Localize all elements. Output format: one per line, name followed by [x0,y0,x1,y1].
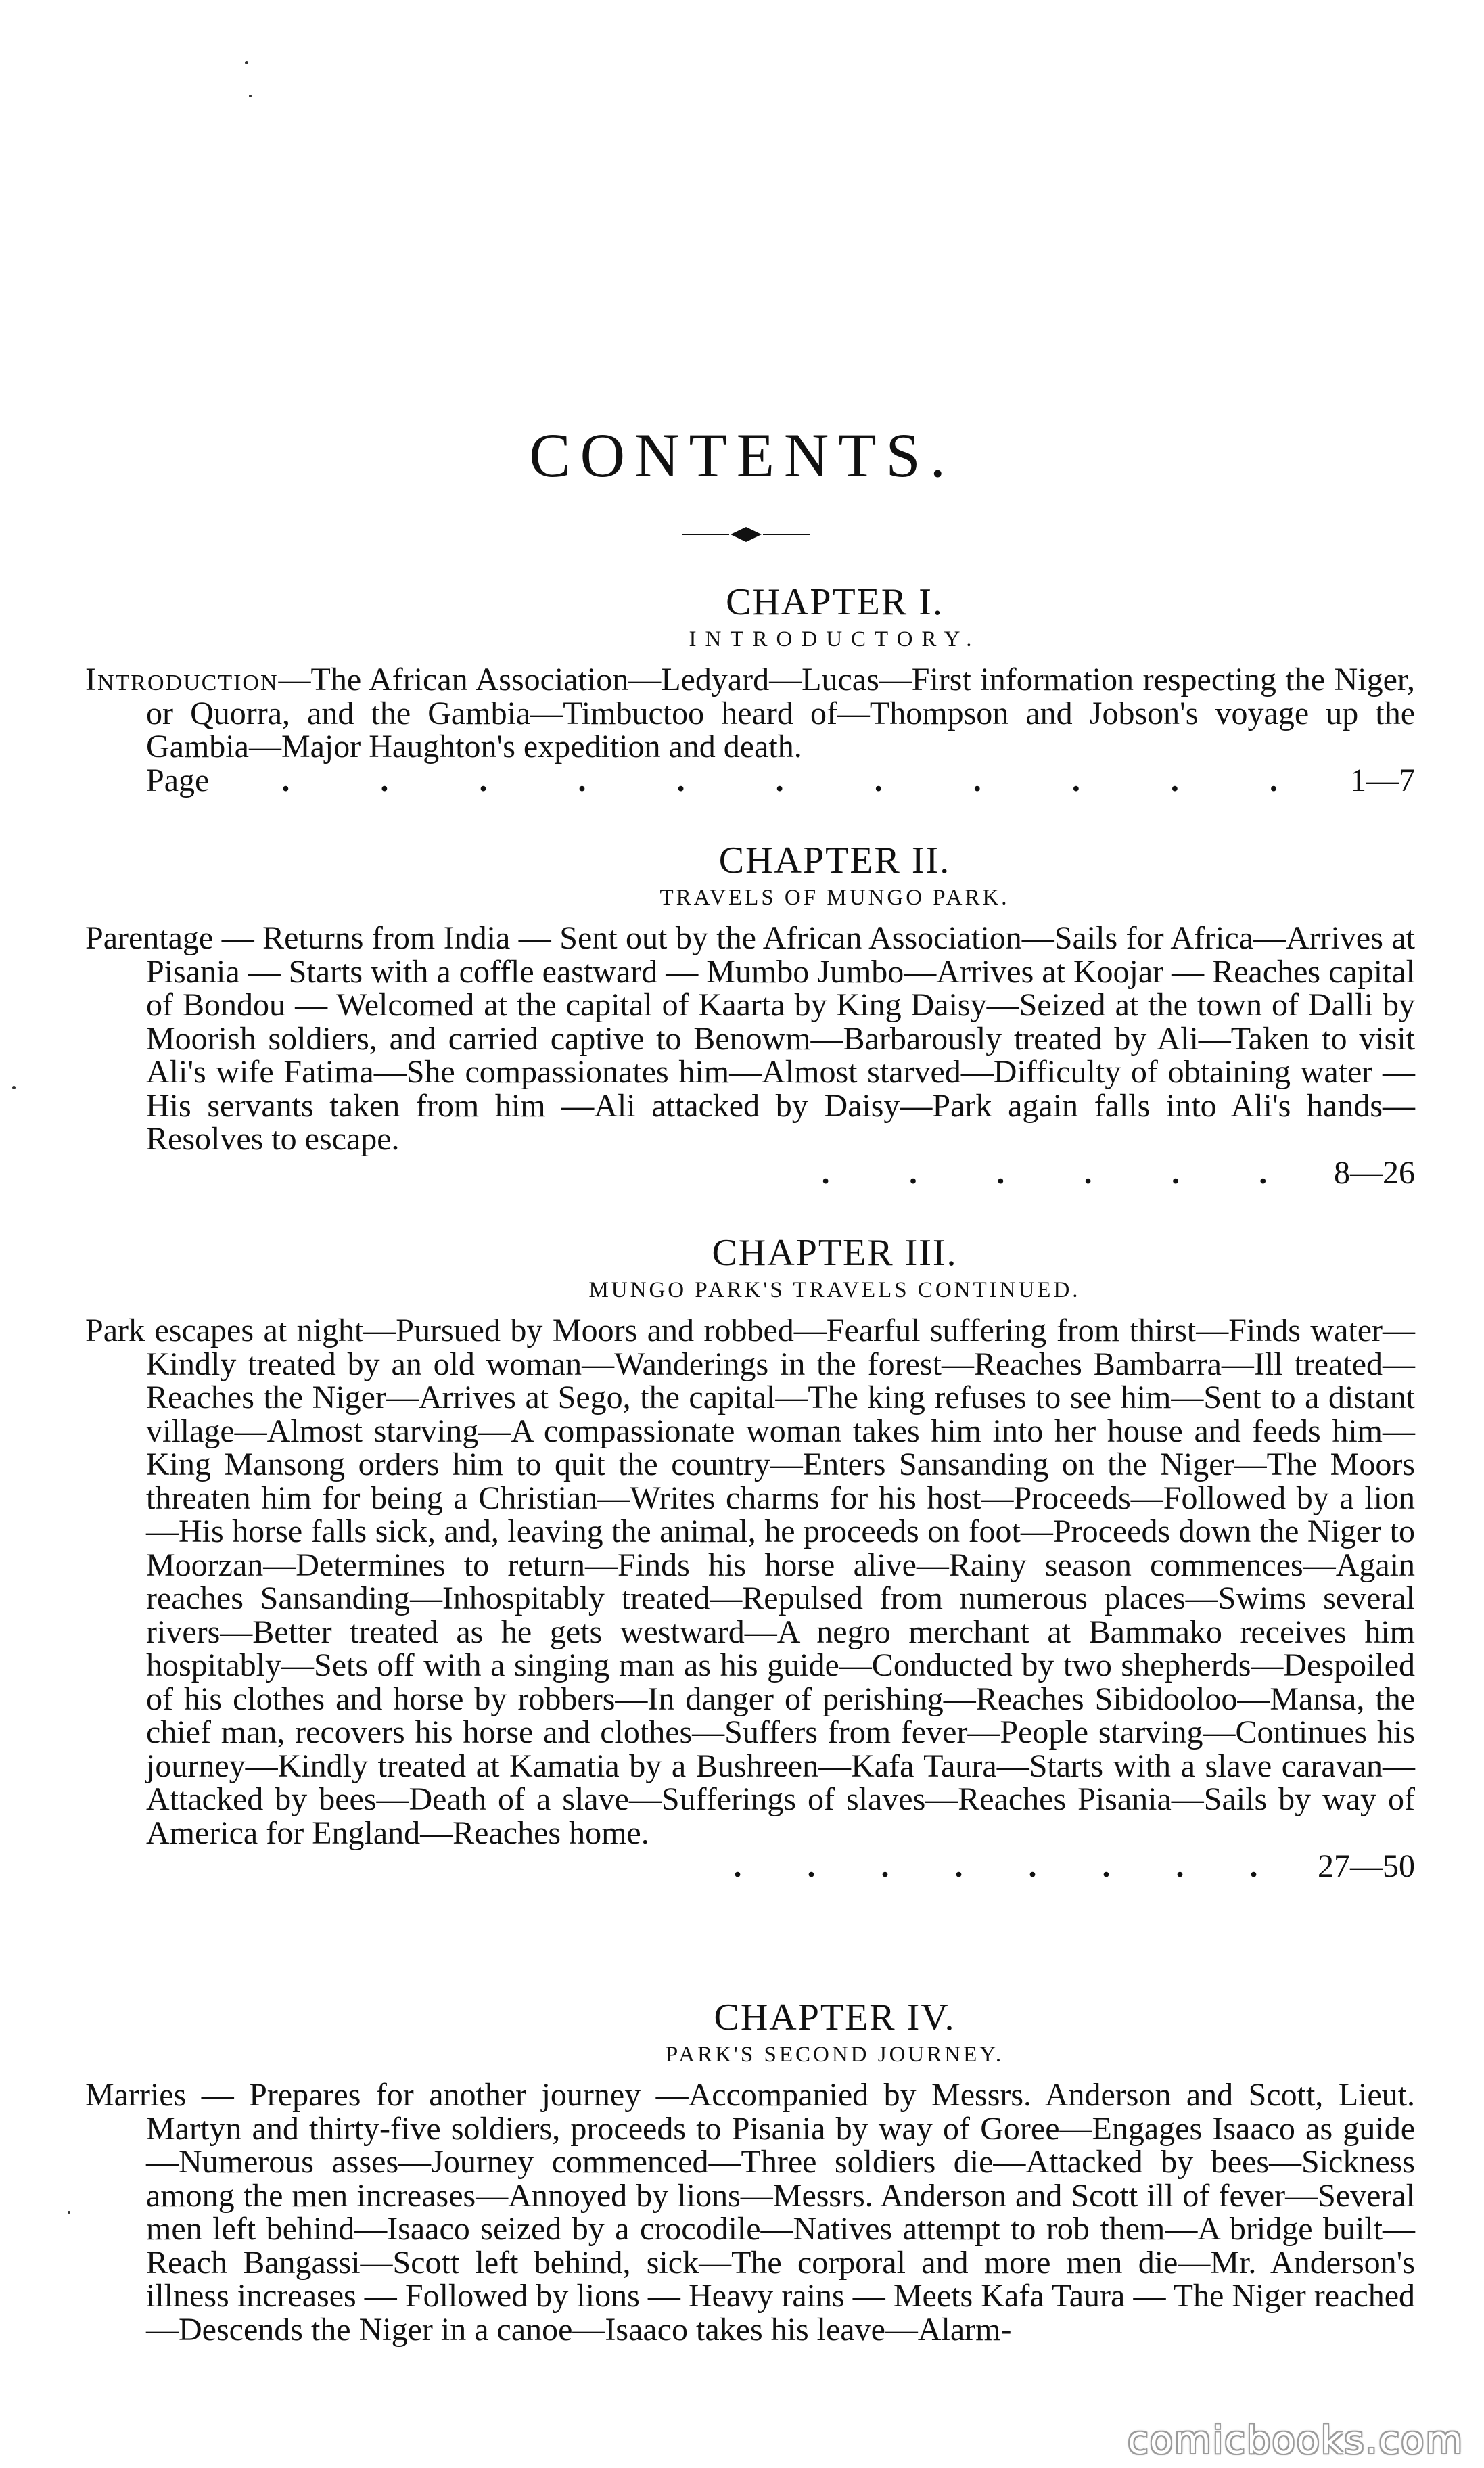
chapter-heading: CHAPTER IV. [714,1996,956,2038]
print-speck [249,95,252,97]
page-range: 27—50 [1318,1848,1415,1884]
page-title: CONTENTS. [529,421,955,490]
print-speck [12,1086,16,1089]
page-range: 1—7 [1350,762,1415,798]
chapter-heading: CHAPTER I. [726,581,944,623]
chapter-subtitle: TRAVELS OF MUNGO PARK. [659,886,1010,910]
summary-first-word: Introduction [85,662,279,698]
chapter-2-entry [85,839,1415,1189]
chapter-subtitle: MUNGO PARK'S TRAVELS CONTINUED. [588,1278,1081,1302]
site-watermark: comicbooks.com [1127,2419,1464,2463]
chapter-summary: Parentage — Returns from India — Sent out by the African Association—Sails for Africa—Arrives at Pisania — Starts with a coffle eastward — Mumbo Jumbo—Arrives at Koojar — Reaches capital of Bondou — Welcomed at the capital of Kaarta by King Daisy—Seized at the town of Dalli by Moorish soldiers, and carried captive to Benowm—Barbarously treated by Ali—Taken to visit Ali's wife Fatima—She compassionates him—Almost starved—Difficulty of obtaining water — His servants taken from him —Ali attacked by Daisy—Park again falls into Ali's hands—Resolves to escape. [85,920,1416,1157]
chapter-1-entry [85,580,1415,797]
ornament-divider-icon [682,524,810,545]
dot-leader: . . . . . . [821,1154,1268,1191]
chapter-summary: Park escapes at night—Pursued by Moors and robbed—Fearful suffering from thirst—Finds water—Kindly treated by an old woman—Wanderings in the forest—Reaches Bambarra—Ill treated—Reaches the Niger—Arrives at Sego, the capital—The king refuses to see him—Sent to a distant village—Almost starving—A compassionate woman takes him into her house and feeds him—King Mansong orders him to quit the country—Enters Sansanding on the Niger—The Moors threaten him for being a Christian—Writes charms for his host—Proceeds—Followed by a lion—His horse falls sick, and, leaving the animal, he proceeds on foot—Proceeds down the Niger to Moorzan—Determines to return—Finds his horse alive—Rainy season commences—Again reaches Sansanding—Inhospitably treated—Repulsed from numerous places—Swims several rivers—Better treated as he gets westward—A negro merchant at Bammako receives him hospitably—Sets off with a singing man as his guide—Conducted by two shepherds—Despoiled of his clothes and horse by robbers—In danger of perishing—Reaches Sibidooloo—Mansa, the chief man, recovers his horse and clothes—Suffers from fever—People starving—Continues his journey—Kindly treated at Kamatia by a Bushreen—Kafa Taura—Starts with a slave caravan—Attacked by bees—Death of a slave—Sufferings of slaves—Reaches Pisania—Sails by way of America for England—Reaches home. [85,1312,1415,1851]
dot-leader: . . . . . . . . [733,1848,1258,1884]
page-range-line [85,1850,1415,1883]
chapter-summary [85,663,1415,764]
page-range: 8—26 [1334,1154,1415,1191]
chapter-heading: CHAPTER III. [712,1232,958,1274]
summary-text: —The African Association—Ledyard—Lucas—First information respecting the Niger, or Quorra, and the Gambia—Timbuctoo heard of—Thompson and Jobson's voyage up the Gambia—Major Haughton's expedition and death. [146,662,1415,764]
print-speck [68,2211,70,2214]
chapter-subtitle: PARK'S SECOND JOURNEY. [665,2042,1004,2067]
chapter-3-entry [85,1231,1415,1883]
page-range-line [85,1156,1415,1190]
chapter-4-entry [85,1996,1415,2346]
dot-leader: . . . . . . . . . . . [281,762,1278,798]
chapter-subtitle: INTRODUCTORY. [689,627,981,652]
page-label: Page [146,762,210,798]
page-range-line [85,764,1415,798]
print-speck [245,61,248,64]
chapter-heading: CHAPTER II. [718,840,951,882]
chapter-summary: Marries — Prepares for another journey —Accompanied by Messrs. Anderson and Scott, Lieut. Martyn and thirty-five soldiers, proceeds to Pisania by way of Goree—Engages Isaaco as guide—Numerous asses—Journey commenced—Three soldiers die—Attacked by bees—Sickness among the men increases—Annoyed by lions—Messrs. Anderson and Scott ill of fever—Several men left behind—Isaaco seized by a crocodile—Natives attempt to rob them—A bridge built—Reach Bangassi—Scott left behind, sick—The corporal and more men die—Mr. Anderson's illness increases — Followed by lions — Heavy rains — Meets Kafa Taura — The Niger reached—Descends the Niger in a canoe—Isaaco takes his leave—Alarm- [85,2077,1415,2348]
